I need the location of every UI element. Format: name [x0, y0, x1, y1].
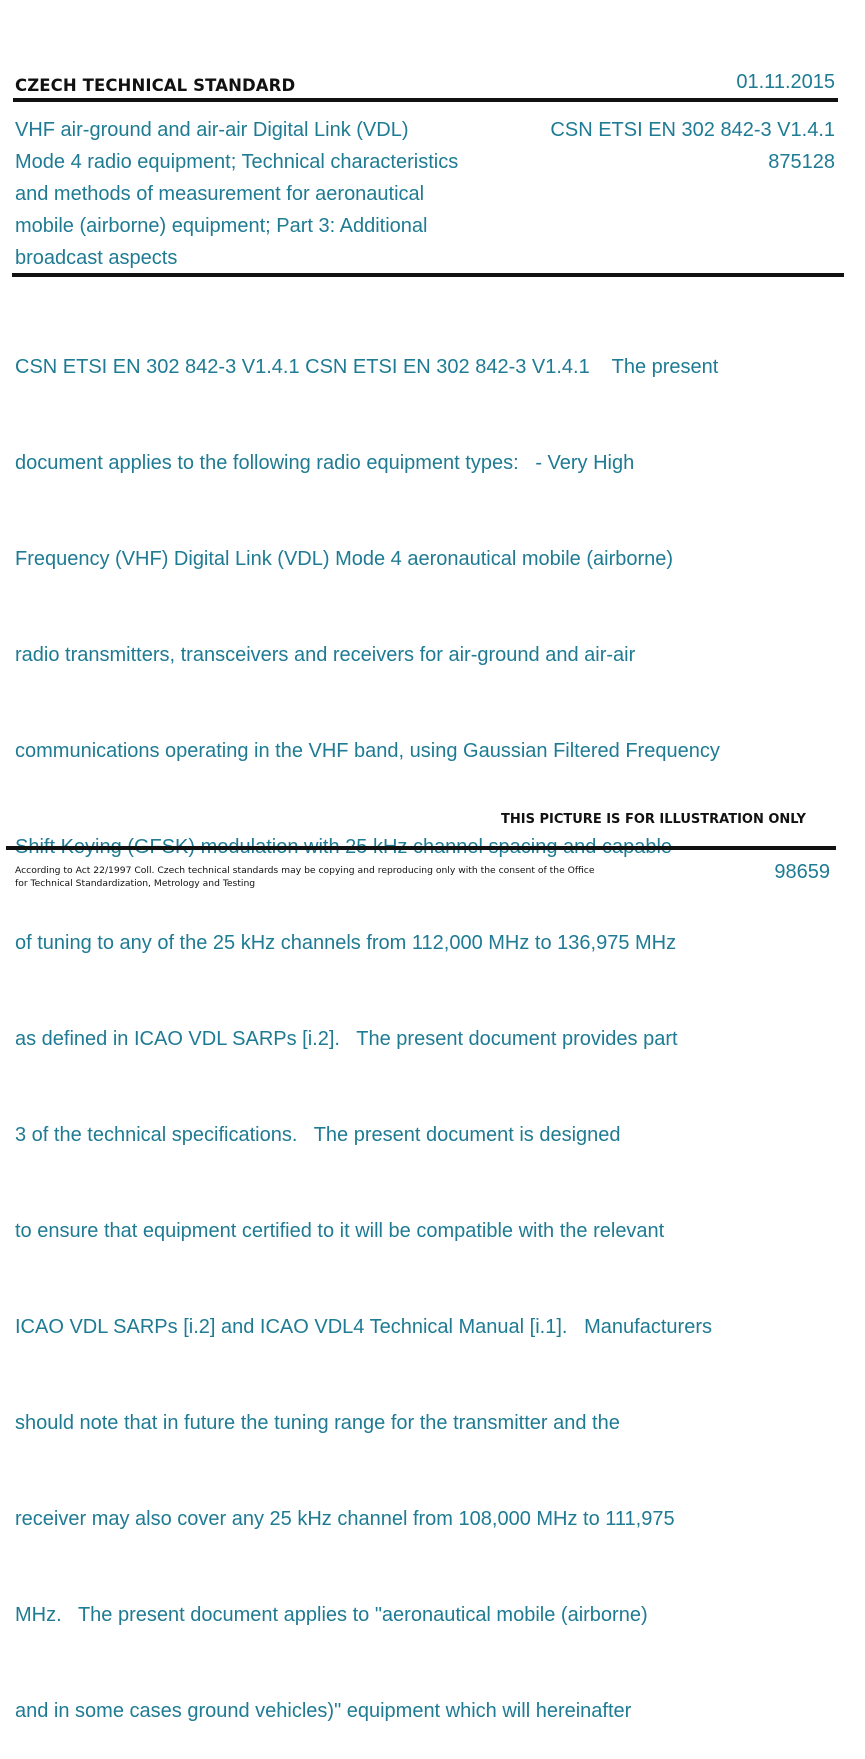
abstract-line: CSN ETSI EN 302 842-3 V1.4.1 CSN ETSI EN 302 842-3 V1.4.1 The present: [15, 356, 719, 378]
standard-number: CSN ETSI EN 302 842-3 V1.4.1: [550, 119, 835, 141]
abstract-line: Frequency (VHF) Digital Link (VDL) Mode 4 aeronautical mobile (airborne): [15, 548, 674, 570]
title-line: and methods of measurement for aeronautical: [15, 183, 425, 205]
header-label: CZECH TECHNICAL STANDARD: [15, 76, 296, 95]
title-rule: [12, 273, 844, 277]
title-line: mobile (airborne) equipment; Part 3: Additional: [15, 215, 428, 237]
abstract-line: MHz. The present document applies to "aeronautical mobile (airborne): [15, 1604, 648, 1626]
title-line: Mode 4 radio equipment; Technical characteristics: [15, 151, 459, 173]
header-rule: [13, 98, 838, 102]
abstract-line: should note that in future the tuning range for the transmitter and the: [15, 1412, 620, 1434]
title-line: broadcast aspects: [15, 247, 178, 269]
abstract-line: 3 of the technical specifications. The present document is designed: [15, 1124, 621, 1146]
abstract-line: and in some cases ground vehicles)" equipment which will hereinafter: [15, 1700, 632, 1722]
document-title: [15, 114, 515, 274]
legal-notice: [15, 864, 595, 890]
abstract-line: communications operating in the VHF band, using Gaussian Filtered Frequency: [15, 740, 720, 762]
abstract-line: document applies to the following radio equipment types: - Very High: [15, 452, 635, 474]
abstract-line: receiver may also cover any 25 kHz channel from 108,000 MHz to 111,975: [15, 1508, 675, 1530]
footer-rule: [6, 846, 836, 850]
title-line: VHF air-ground and air-air Digital Link (VDL): [15, 119, 409, 141]
legal-line: According to Act 22/1997 Coll. Czech technical standards may be copying and reproducing only with the consent of the Office: [15, 865, 595, 876]
legal-line: for Technical Standardization, Metrology and Testing: [15, 878, 256, 889]
document-number: 98659: [774, 861, 830, 883]
abstract-line: of tuning to any of the 25 kHz channels from 112,000 MHz to 136,975 MHz: [15, 932, 677, 954]
abstract-line: ICAO VDL SARPs [i.2] and ICAO VDL4 Technical Manual [i.1]. Manufacturers: [15, 1316, 712, 1338]
document-abstract: [15, 287, 785, 1759]
illustration-disclaimer: THIS PICTURE IS FOR ILLUSTRATION ONLY: [501, 812, 806, 827]
standard-identifier: [550, 114, 835, 178]
abstract-line: to ensure that equipment certified to it will be compatible with the relevant: [15, 1220, 665, 1242]
abstract-line: as defined in ICAO VDL SARPs [i.2]. The present document provides part: [15, 1028, 678, 1050]
publication-date: 01.11.2015: [736, 71, 835, 93]
abstract-line: radio transmitters, transceivers and receivers for air-ground and air-air: [15, 644, 636, 666]
catalog-code: 875128: [768, 151, 835, 173]
